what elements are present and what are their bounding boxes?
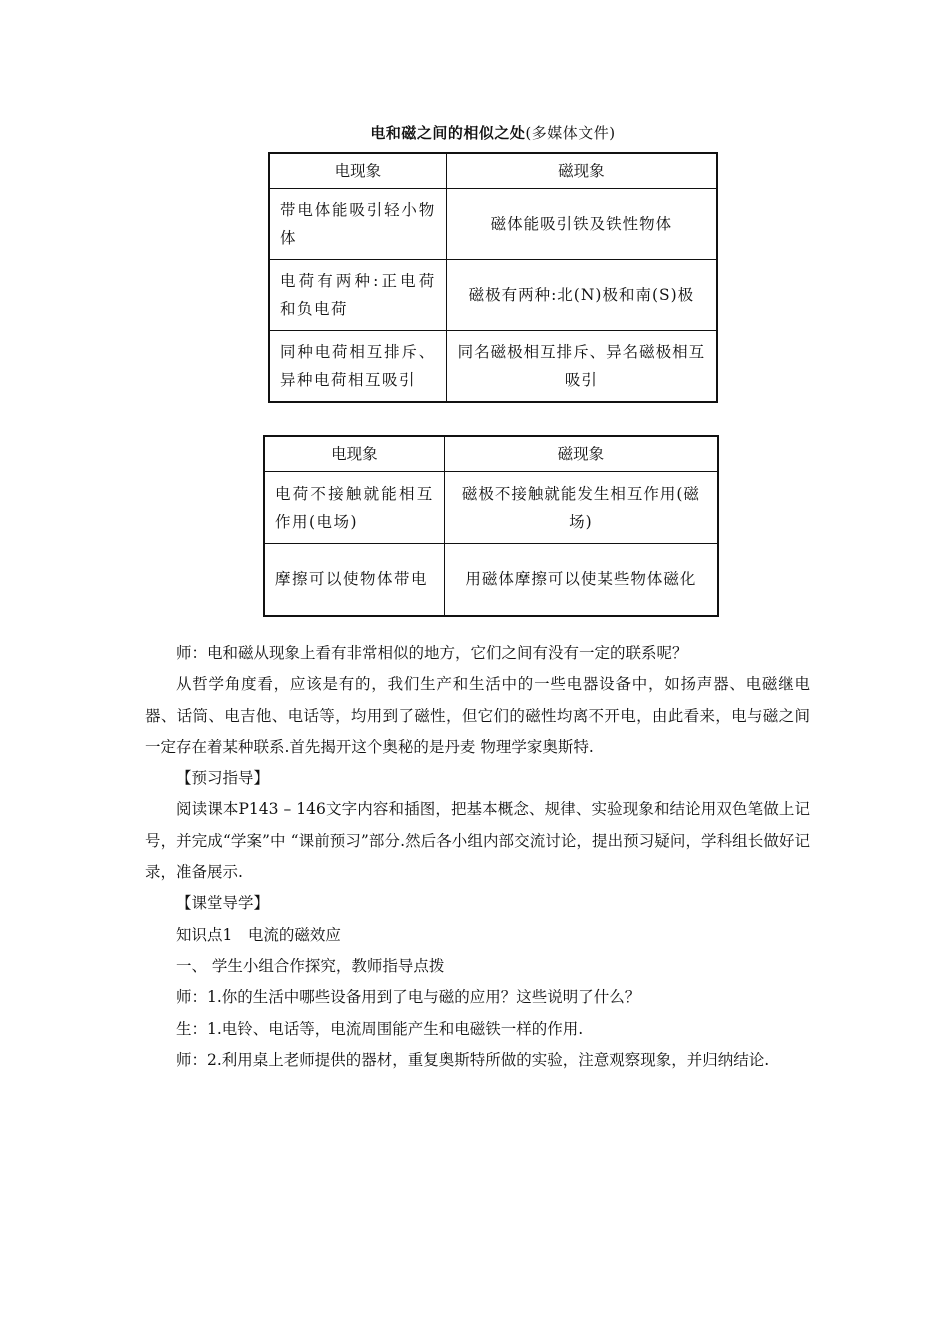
table2-header-electric: 电现象 xyxy=(264,436,444,472)
paragraph: 师：1.你的生活中哪些设备用到了电与磁的应用？这些说明了什么？ xyxy=(176,988,641,1007)
table-row xyxy=(269,260,717,331)
comparison-table-1 xyxy=(268,152,718,403)
table1-header-electric: 电现象 xyxy=(269,153,446,189)
table-cell: 带电体能吸引轻小物体 xyxy=(269,189,446,260)
table-cell: 摩擦可以使物体带电 xyxy=(264,544,444,616)
table-title xyxy=(268,122,718,143)
table1-header-magnetic: 磁现象 xyxy=(446,153,717,189)
table-cell: 电荷不接触就能相互作用(电场) xyxy=(264,472,444,544)
table2-header-magnetic: 磁现象 xyxy=(444,436,718,472)
subsection-heading: 一、 学生小组合作探究，教师指导点拨 xyxy=(176,956,445,975)
paragraph: 师：2.利用桌上老师提供的器材，重复奥斯特所做的实验，注意观察现象，并归纳结论. xyxy=(176,1050,770,1069)
table-cell: 用磁体摩擦可以使某些物体磁化 xyxy=(444,544,718,616)
section-heading-preview: 【预习指导】 xyxy=(176,769,270,788)
table-row xyxy=(264,472,718,544)
table-row xyxy=(264,544,718,616)
table-title-suffix: (多媒体文件) xyxy=(525,124,616,142)
paragraph: 师：电和磁从现象上看有非常相似的地方，它们之间有没有一定的联系呢？ xyxy=(176,644,688,662)
table-cell: 磁极有两种:北(N)极和南(S)极 xyxy=(446,260,717,331)
comparison-table-2 xyxy=(263,435,719,617)
paragraph: 生：1.电铃、电话等，电流周围能产生和电磁铁一样的作用. xyxy=(176,1019,584,1038)
table-cell: 磁体能吸引铁及铁性物体 xyxy=(446,189,717,260)
paragraph: 从哲学角度看，应该是有的，我们生产和生活中的一些电器设备中，如扬声器、电磁继电器、话筒、电吉他、电话等，均用到了磁性，但它们的磁性均离不开电，由此看来，电与磁之间一定存在着某种联系.首先揭开这个奥秘的是丹麦 物理学家奥斯特. xyxy=(145,675,810,756)
knowledge-point-heading: 知识点1 电流的磁效应 xyxy=(176,925,341,944)
paragraph: 阅读课本P143 – 146文字内容和插图，把基本概念、规律、实验现象和结论用双色笔做上记号，并完成“学案”中 “课前预习”部分.然后各小组内部交流讨论，提出预习疑问，学科组长做好记录，准备展示. xyxy=(145,800,810,882)
table-cell: 电荷有两种:正电荷和负电荷 xyxy=(269,260,446,331)
table-cell: 同名磁极相互排斥、异名磁极相互吸引 xyxy=(446,331,717,402)
table-title-main: 电和磁之间的相似之处 xyxy=(370,124,526,142)
body-text xyxy=(145,638,810,1076)
table-cell: 磁极不接触就能发生相互作用(磁场) xyxy=(444,472,718,544)
table-row xyxy=(269,331,717,402)
table-cell: 同种电荷相互排斥、异种电荷相互吸引 xyxy=(269,331,446,402)
table-row xyxy=(269,189,717,260)
section-heading-classroom: 【课堂导学】 xyxy=(176,894,270,913)
